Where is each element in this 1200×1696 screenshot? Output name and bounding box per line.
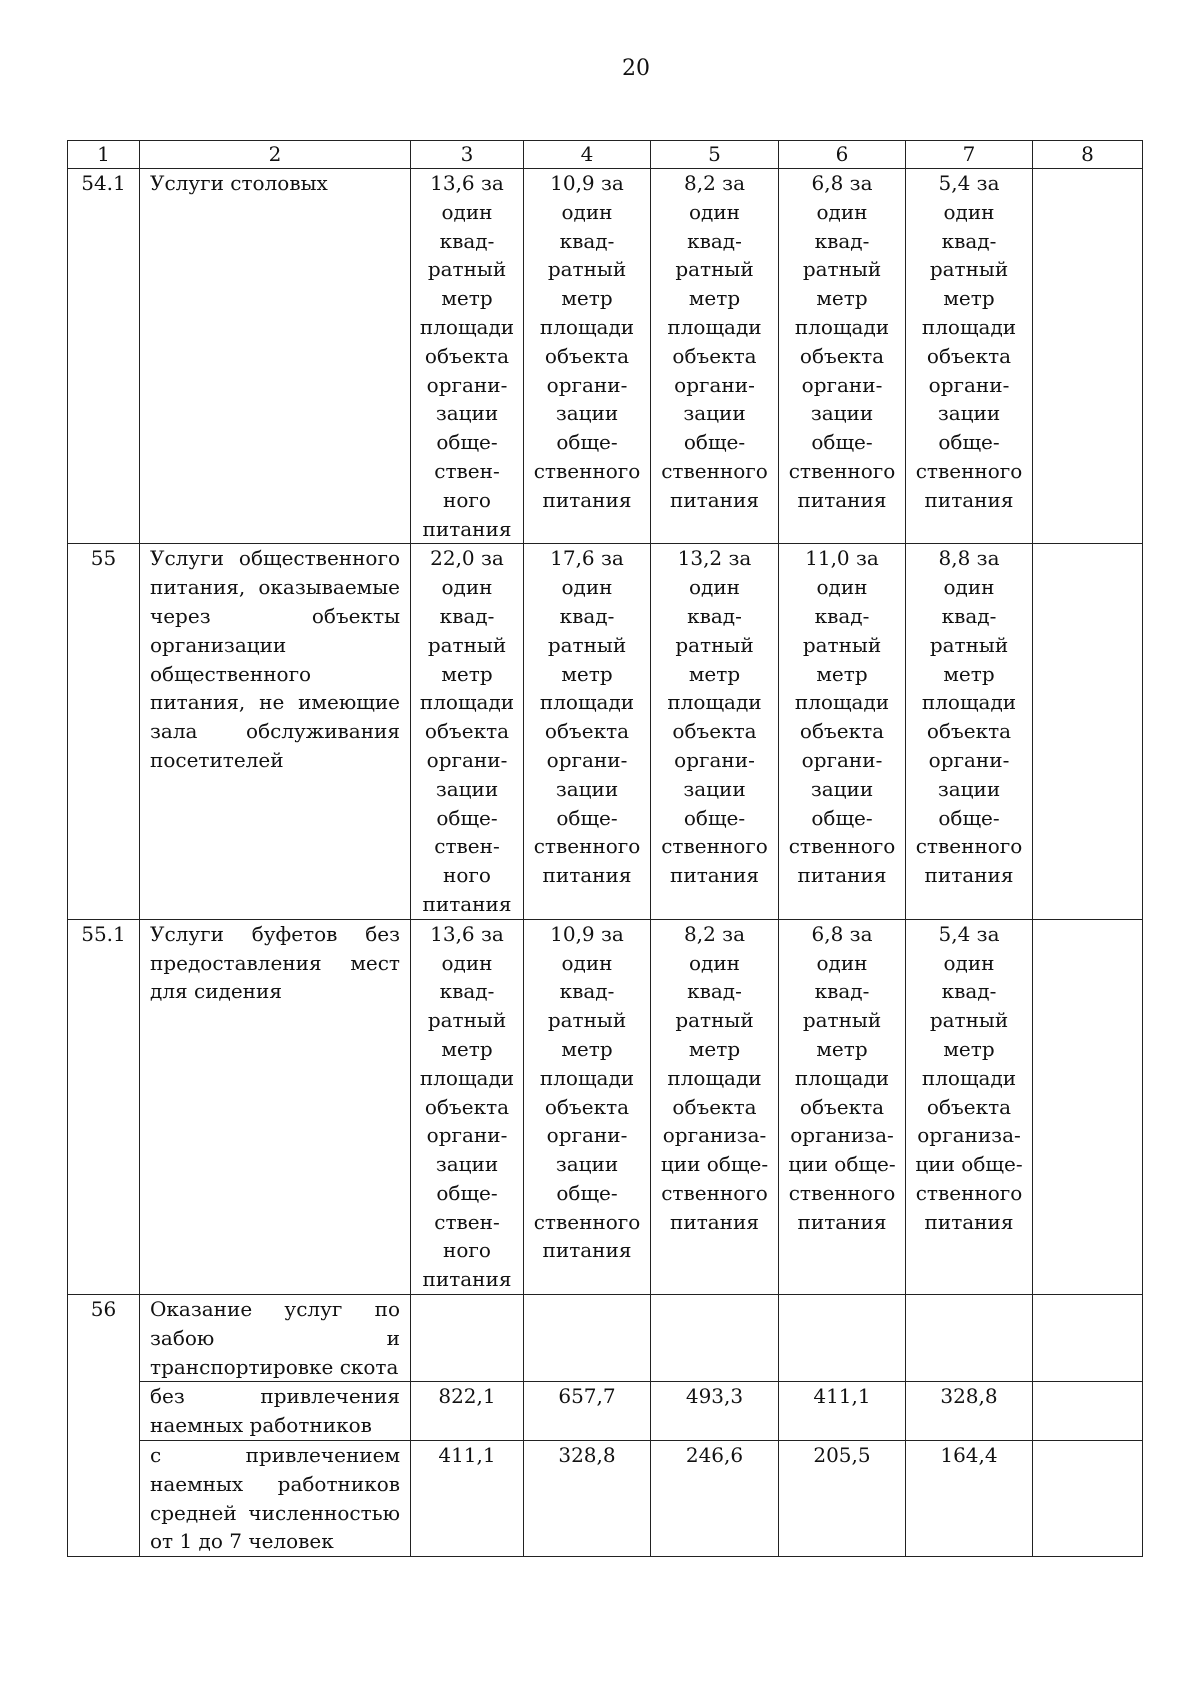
rate-line: зации <box>937 401 1001 426</box>
rate-line: квад- <box>439 979 495 1004</box>
service-description <box>140 544 411 919</box>
rate-cell <box>411 544 524 919</box>
rate-line: один <box>816 950 868 975</box>
rate-line: метр <box>441 286 493 311</box>
rate-line: органи- <box>928 372 1010 397</box>
rate-line: метр <box>441 661 493 686</box>
rate-line: 6,8 за <box>811 171 873 195</box>
rate-line: ного <box>443 487 491 512</box>
rate-line: 5,4 за <box>938 171 1000 195</box>
rate-line: ратный <box>547 632 627 657</box>
rate-cell <box>524 919 651 1294</box>
rate-line: один <box>688 575 740 600</box>
rate-cell <box>779 1382 906 1441</box>
rate-line: 11,0 за <box>805 546 879 571</box>
rate-line: питания <box>797 863 887 888</box>
description-line: транспортировке скота <box>150 1354 399 1379</box>
description-line: организации <box>150 632 287 657</box>
rate-line: зации <box>683 401 746 426</box>
rate-line: обще- <box>556 1180 618 1205</box>
rate-line: метр <box>816 661 868 686</box>
rate-line: организа- <box>790 1123 894 1148</box>
rate-line: 328,8 <box>558 1443 616 1468</box>
rate-line: зации <box>810 776 874 801</box>
rate-line: площади <box>419 314 515 339</box>
rate-line: зации <box>435 776 499 801</box>
rate-line: 10,9 за <box>550 171 624 195</box>
description-line: с привлечением <box>150 1443 400 1468</box>
rate-line: квад- <box>814 603 870 628</box>
description-line: предоставления мест <box>150 950 400 975</box>
rate-line: квад- <box>439 603 495 628</box>
rate-cell <box>779 919 906 1294</box>
rate-cell <box>524 544 651 919</box>
rate-line: ственного <box>788 458 896 483</box>
rate-line: один <box>943 575 995 600</box>
description-line: Услуги буфетов без <box>150 921 400 946</box>
rate-cell <box>411 169 524 544</box>
rate-line: органи- <box>546 372 628 397</box>
rate-line: квад- <box>687 979 742 1004</box>
rate-cell <box>779 544 906 919</box>
rate-line: метр <box>688 661 741 686</box>
rate-line: 411,1 <box>438 1443 496 1468</box>
rate-line: объекта <box>672 719 757 744</box>
column-number-row <box>68 141 1143 169</box>
page-number: 20 <box>622 56 650 81</box>
rate-line: питания <box>924 487 1014 512</box>
rate-line: квад- <box>439 228 495 253</box>
rate-line: питания <box>422 1267 512 1292</box>
rate-line: обще- <box>436 1180 498 1205</box>
rate-line: 8,2 за <box>684 921 745 946</box>
table-row <box>68 1295 1143 1382</box>
description-line: питания, не имеющие <box>150 690 400 715</box>
rate-line: 205,5 <box>813 1443 871 1468</box>
rate-cell <box>651 169 779 544</box>
rate-line: ции обще- <box>660 1152 769 1177</box>
rate-line: питания <box>924 863 1014 888</box>
rate-line: зации <box>937 776 1001 801</box>
rate-line: ного <box>443 1238 491 1263</box>
rate-line: площади <box>794 1065 890 1090</box>
rate-cell <box>906 169 1033 544</box>
description-line: для сидения <box>150 979 282 1004</box>
rate-cell <box>524 1441 651 1557</box>
column-number: 6 <box>779 141 906 169</box>
rate-line: квад- <box>559 228 615 253</box>
rate-line: площади <box>794 314 890 339</box>
rate-line: один <box>561 950 613 975</box>
description-line: питания, оказываемые <box>150 575 400 600</box>
rate-line: один <box>688 199 740 224</box>
rate-line: площади <box>419 1065 515 1090</box>
rate-line: зации <box>555 401 619 426</box>
rate-line: 822,1 <box>438 1384 496 1409</box>
rate-line: 6,8 за <box>811 921 873 946</box>
table-row <box>68 544 1143 919</box>
rate-line: ственного <box>915 834 1023 859</box>
rate-cell <box>1033 544 1143 919</box>
row-number: 54.1 <box>68 169 140 544</box>
rate-line: площади <box>667 1065 762 1090</box>
rate-line: объекта <box>672 343 757 368</box>
service-description <box>140 169 411 544</box>
rate-cell <box>1033 1295 1143 1382</box>
rate-cell <box>651 1295 779 1382</box>
rate-cell <box>906 544 1033 919</box>
description-line: Оказание услуг по <box>150 1297 400 1322</box>
description-line: от 1 до 7 человек <box>150 1529 334 1554</box>
rate-cell <box>1033 169 1143 544</box>
rate-line: обще- <box>811 805 873 830</box>
rate-line: ственного <box>915 458 1023 483</box>
rate-line: метр <box>561 1036 613 1061</box>
rate-line: зации <box>810 401 874 426</box>
column-number: 1 <box>68 141 140 169</box>
table-row <box>68 919 1143 1294</box>
rate-line: питания <box>542 863 632 888</box>
rate-line: ственного <box>533 458 641 483</box>
row-number: 55 <box>68 544 140 919</box>
service-description <box>140 1382 411 1441</box>
rate-line: ственного <box>661 1180 768 1205</box>
rate-line: метр <box>688 1036 741 1061</box>
rate-line: обще- <box>938 805 1000 830</box>
rate-line: ственного <box>915 1180 1023 1205</box>
rate-line: питания <box>422 891 512 916</box>
column-number: 8 <box>1033 141 1143 169</box>
table-row <box>68 169 1143 544</box>
rate-line: один <box>561 199 613 224</box>
rate-line: обще- <box>556 805 618 830</box>
description-line: без привлечения <box>150 1384 400 1409</box>
rate-line: площади <box>794 690 890 715</box>
rate-line: объекта <box>544 343 630 368</box>
rate-line: метр <box>816 1036 868 1061</box>
rate-line: ратный <box>547 257 627 282</box>
rate-line: один <box>441 575 493 600</box>
rate-line: обще- <box>683 805 746 830</box>
rate-line: обще- <box>811 430 873 455</box>
rate-line: ратный <box>427 632 507 657</box>
rate-line: ратный <box>675 632 754 657</box>
rate-line: площади <box>921 690 1017 715</box>
rate-line: органи- <box>928 747 1010 772</box>
rate-line: объекта <box>926 343 1012 368</box>
rate-cell <box>524 169 651 544</box>
rate-line: один <box>561 575 613 600</box>
rate-line: 657,7 <box>558 1384 616 1409</box>
rate-line: органи- <box>546 747 628 772</box>
rate-cell <box>411 1441 524 1557</box>
rate-line: ствен- <box>434 834 500 859</box>
rate-cell <box>411 1295 524 1382</box>
rate-line: квад- <box>941 228 997 253</box>
rate-cell <box>411 919 524 1294</box>
rate-line: площади <box>419 690 515 715</box>
rate-line: питания <box>924 1209 1014 1234</box>
column-number: 5 <box>651 141 779 169</box>
rate-line: зации <box>555 1152 619 1177</box>
rate-line: питания <box>670 1209 759 1234</box>
rate-line: площади <box>667 314 762 339</box>
rate-line: 328,8 <box>940 1384 998 1409</box>
rate-line: органи- <box>546 1123 628 1148</box>
rate-line: 246,6 <box>685 1443 744 1468</box>
rate-line: объекта <box>799 1094 885 1119</box>
rate-line: обще- <box>436 805 498 830</box>
rate-line: объекта <box>799 343 885 368</box>
rate-cell <box>779 1441 906 1557</box>
rate-line: объекта <box>544 719 630 744</box>
rate-line: ственного <box>661 458 768 483</box>
description-line: наемных работников <box>150 1413 372 1438</box>
rate-line: 13,2 за <box>677 546 752 571</box>
rate-line: питания <box>542 487 632 512</box>
rate-line: площади <box>667 690 762 715</box>
rate-line: зации <box>555 776 619 801</box>
rate-cell <box>906 1441 1033 1557</box>
rate-cell <box>651 544 779 919</box>
rate-line: органи- <box>426 372 508 397</box>
rate-cell <box>651 1382 779 1441</box>
rate-line: ратный <box>802 1008 882 1033</box>
rate-line: 13,6 за <box>430 171 504 195</box>
description-line: средней численностью <box>150 1500 400 1525</box>
rate-line: один <box>943 199 995 224</box>
rate-line: органи- <box>801 372 883 397</box>
rate-line: ратный <box>802 257 882 282</box>
rate-line: объекта <box>672 1094 757 1119</box>
rate-line: объекта <box>544 1094 630 1119</box>
rate-line: ратный <box>929 632 1009 657</box>
rate-line: метр <box>561 661 613 686</box>
rate-line: площади <box>921 1065 1017 1090</box>
table-row <box>68 1441 1143 1557</box>
rate-cell <box>524 1382 651 1441</box>
rate-line: 411,1 <box>813 1384 871 1409</box>
rate-line: ственного <box>533 834 641 859</box>
rate-line: обще- <box>683 430 746 455</box>
row-number: 55.1 <box>68 919 140 1294</box>
rate-line: 8,8 за <box>938 546 1000 571</box>
rate-line: один <box>816 575 868 600</box>
rate-cell <box>779 1295 906 1382</box>
rate-line: метр <box>943 1036 995 1061</box>
rate-line: ратный <box>675 1008 754 1033</box>
rate-line: 164,4 <box>940 1443 998 1468</box>
rate-line: объекта <box>799 719 885 744</box>
rate-line: питания <box>670 863 759 888</box>
rate-line: зации <box>435 1152 499 1177</box>
rate-line: объекта <box>926 1094 1012 1119</box>
rate-cell <box>1033 919 1143 1294</box>
rate-line: ного <box>443 863 491 888</box>
description-line: зала обслуживания <box>150 719 400 744</box>
row-number: 56 <box>68 1295 140 1557</box>
rate-line: ственного <box>533 1209 641 1234</box>
rate-line: 10,9 за <box>550 921 624 946</box>
rate-line: ственного <box>788 1180 896 1205</box>
rate-line: метр <box>943 661 995 686</box>
description-line: наемных работников <box>150 1471 400 1496</box>
rate-cell <box>779 169 906 544</box>
description-line: Услуги общественного <box>150 546 400 571</box>
rate-line: ратный <box>547 1008 627 1033</box>
rate-line: площади <box>921 314 1017 339</box>
column-number: 4 <box>524 141 651 169</box>
description-line: через объекты <box>150 603 400 628</box>
rate-line: ратный <box>427 257 507 282</box>
rate-line: квад- <box>559 979 615 1004</box>
rate-line: организа- <box>917 1123 1021 1148</box>
rate-line: один <box>816 199 868 224</box>
rate-line: обще- <box>556 430 618 455</box>
rate-line: питания <box>670 487 759 512</box>
rate-line: площади <box>539 690 635 715</box>
rate-line: органи- <box>674 747 755 772</box>
rate-cell <box>524 1295 651 1382</box>
service-description <box>140 1295 411 1382</box>
rate-line: ствен- <box>434 1209 500 1234</box>
service-description <box>140 1441 411 1557</box>
rate-line: метр <box>943 286 995 311</box>
rate-line: 8,2 за <box>684 171 745 195</box>
rate-line: объекта <box>926 719 1012 744</box>
rate-line: квад- <box>814 979 870 1004</box>
rate-line: площади <box>539 1065 635 1090</box>
rate-line: ственного <box>788 834 896 859</box>
table-row <box>68 1382 1143 1441</box>
rate-line: ственного <box>661 834 768 859</box>
rate-line: один <box>688 950 740 975</box>
rate-line: зации <box>435 401 499 426</box>
rate-line: один <box>441 950 493 975</box>
rate-line: обще- <box>436 430 498 455</box>
rate-line: питания <box>542 1238 632 1263</box>
rate-line: 17,6 за <box>550 546 624 571</box>
rate-line: ратный <box>802 632 882 657</box>
rate-line: квад- <box>687 228 742 253</box>
rate-line: органи- <box>426 747 508 772</box>
description-line: посетителей <box>150 747 284 772</box>
rate-cell <box>906 1382 1033 1441</box>
description-line: забою и <box>150 1325 400 1350</box>
tariff-table <box>67 140 1143 1557</box>
rate-line: органи- <box>674 372 755 397</box>
rate-line: площади <box>539 314 635 339</box>
rate-cell <box>651 1441 779 1557</box>
rate-line: питания <box>797 1209 887 1234</box>
service-description <box>140 919 411 1294</box>
rate-line: метр <box>688 286 741 311</box>
rate-cell <box>1033 1441 1143 1557</box>
rate-line: обще- <box>938 430 1000 455</box>
rate-line: 5,4 за <box>938 921 1000 946</box>
rate-cell <box>1033 1382 1143 1441</box>
rate-line: органи- <box>801 747 883 772</box>
rate-line: ции обще- <box>788 1152 896 1177</box>
rate-line: ратный <box>929 257 1009 282</box>
rate-line: метр <box>816 286 868 311</box>
column-number: 2 <box>140 141 411 169</box>
rate-line: ции обще- <box>915 1152 1023 1177</box>
rate-line: один <box>943 950 995 975</box>
rate-line: 22,0 за <box>430 546 504 571</box>
rate-line: квад- <box>814 228 870 253</box>
rate-line: ствен- <box>434 458 500 483</box>
rate-line: квад- <box>559 603 615 628</box>
rate-line: зации <box>683 776 746 801</box>
rate-line: квад- <box>941 603 997 628</box>
rate-line: ратный <box>675 257 754 282</box>
rate-line: квад- <box>941 979 997 1004</box>
rate-line: питания <box>797 487 887 512</box>
rate-line: 493,3 <box>685 1384 744 1409</box>
rate-line: ратный <box>427 1008 507 1033</box>
rate-line: питания <box>422 516 512 541</box>
description-line: общественного <box>150 661 312 686</box>
rate-cell <box>411 1382 524 1441</box>
column-number: 7 <box>906 141 1033 169</box>
rate-line: метр <box>441 1036 493 1061</box>
rate-line: организа- <box>662 1123 767 1148</box>
rate-line: метр <box>561 286 613 311</box>
rate-line: ратный <box>929 1008 1009 1033</box>
rate-line: 13,6 за <box>430 921 504 946</box>
description-line: Услуги столовых <box>150 171 328 195</box>
column-number: 3 <box>411 141 524 169</box>
rate-line: органи- <box>426 1123 508 1148</box>
rate-cell <box>906 919 1033 1294</box>
rate-line: объекта <box>424 1094 510 1119</box>
rate-cell <box>651 919 779 1294</box>
rate-cell <box>906 1295 1033 1382</box>
rate-line: объекта <box>424 343 510 368</box>
rate-line: объекта <box>424 719 510 744</box>
rate-line: квад- <box>687 603 742 628</box>
rate-line: один <box>441 199 493 224</box>
